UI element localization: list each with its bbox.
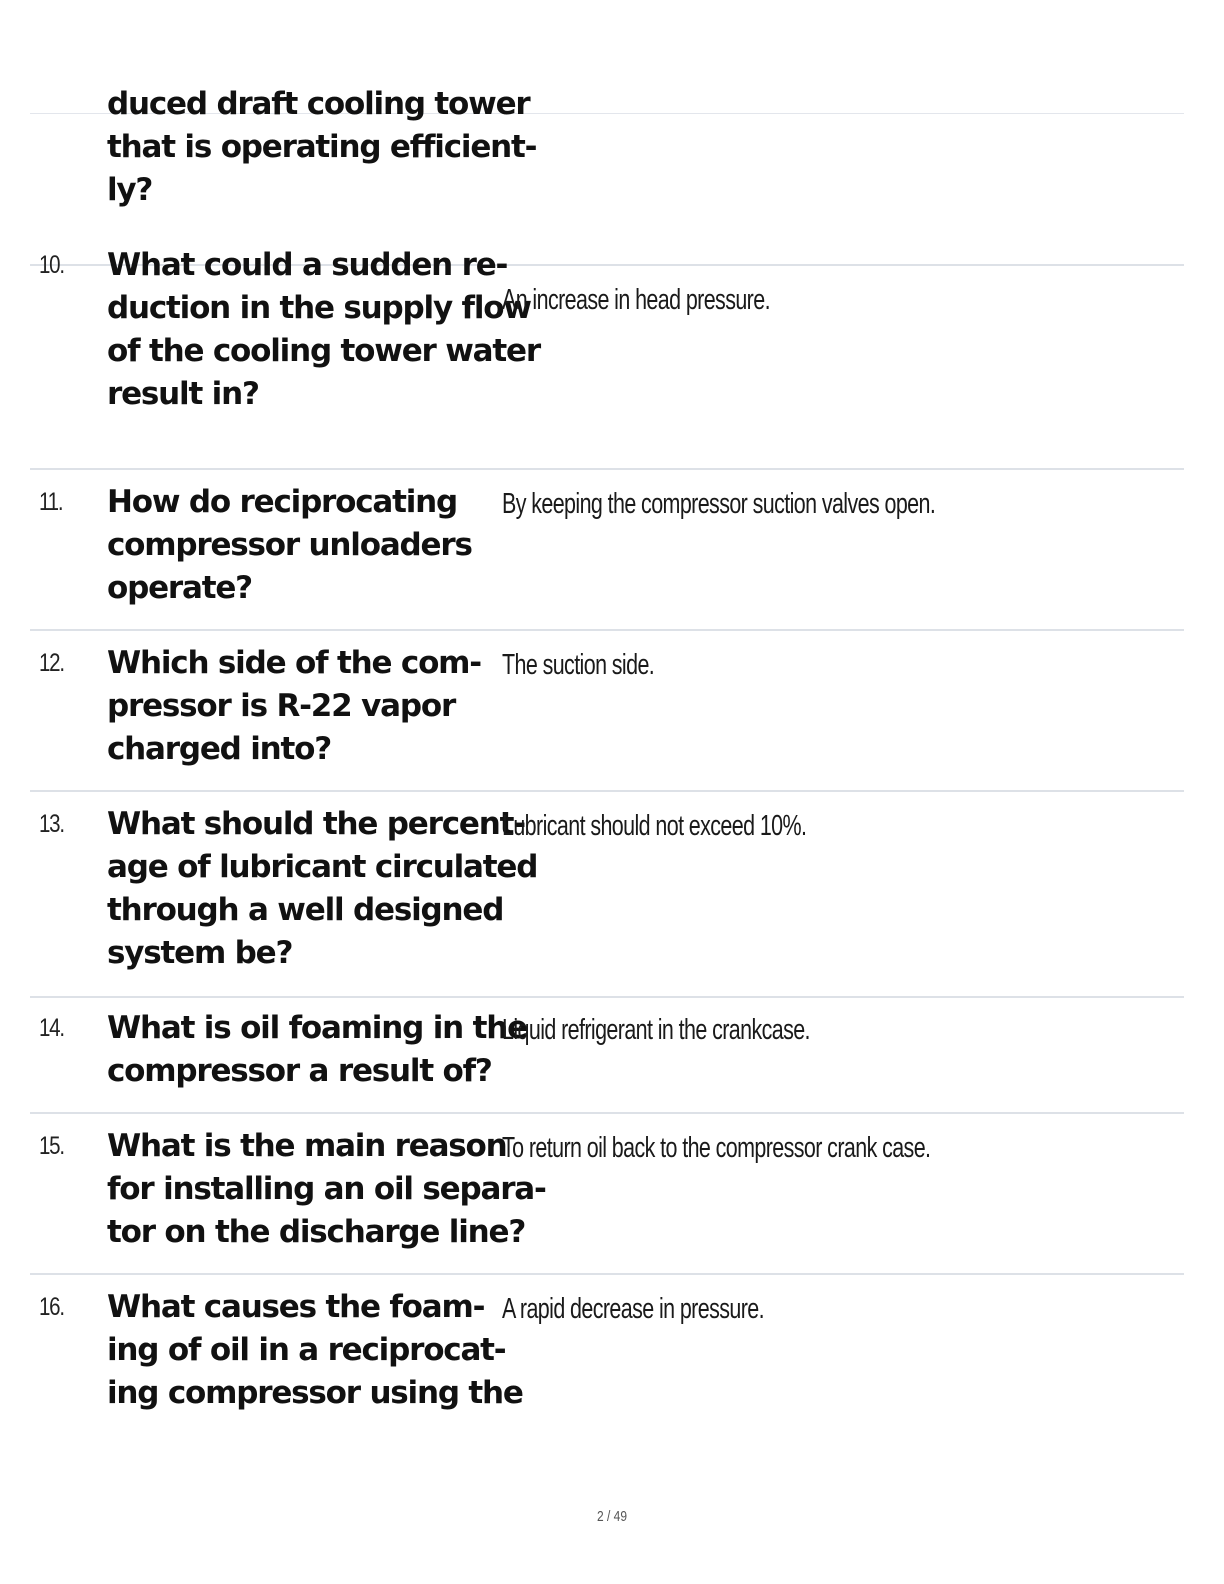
question-number: 16.	[39, 1293, 64, 1321]
question-text	[107, 1007, 527, 1093]
question-number: 15.	[39, 1132, 64, 1160]
question-number: 10.	[39, 251, 64, 279]
answer-text: By keeping the compressor suction valves open.	[502, 488, 936, 520]
question-line: of the cooling tower water	[107, 333, 540, 369]
row-divider	[30, 1273, 1184, 1275]
row-divider	[30, 790, 1184, 792]
answer-text: An increase in head pressure.	[502, 284, 770, 316]
answer-text: A rapid decrease in pressure.	[502, 1293, 764, 1325]
question-number: 11.	[39, 488, 63, 516]
question-line: result in?	[107, 376, 259, 412]
question-text	[107, 1125, 546, 1254]
question-line: ing compressor using the	[107, 1375, 523, 1411]
question-line: How do reciprocating	[107, 484, 458, 520]
question-line: charged into?	[107, 731, 332, 767]
question-line: Which side of the com-	[107, 645, 481, 681]
question-line: for installing an oil separa-	[107, 1171, 546, 1207]
question-line: duction in the supply flow	[107, 290, 531, 326]
question-text	[107, 481, 497, 610]
page-number: 2 / 49	[596, 1508, 628, 1525]
row-divider	[30, 629, 1184, 631]
question-line: age of lubricant circulated	[107, 849, 538, 885]
question-text	[107, 244, 540, 416]
answer-text: To return oil back to the compressor crank case.	[502, 1132, 931, 1164]
question-text	[107, 803, 538, 975]
question-line: duced draft cooling tower	[107, 86, 530, 122]
question-number: 12.	[39, 649, 64, 677]
question-line: ly?	[107, 172, 153, 208]
row-divider	[30, 996, 1184, 998]
answer-text: The suction side.	[502, 649, 655, 681]
question-text	[107, 642, 497, 771]
question-line: tor on the discharge line?	[107, 1214, 526, 1250]
question-line: compressor a result of?	[107, 1053, 492, 1089]
question-number: 13.	[39, 810, 64, 838]
row-divider	[30, 468, 1184, 470]
question-line: through a well designed	[107, 892, 504, 928]
question-line: What is oil foaming in the	[107, 1010, 527, 1046]
question-line: What is the main reason	[107, 1128, 507, 1164]
answer-text: Lubricant should not exceed 10%.	[502, 810, 807, 842]
question-line: What should the percent-	[107, 806, 525, 842]
question-line: operate?	[107, 570, 252, 606]
question-text	[107, 1286, 523, 1415]
question-line: that is operating efficient-	[107, 129, 537, 165]
answer-text: Liquid refrigerant in the crankcase.	[502, 1014, 810, 1046]
question-line: system be?	[107, 935, 293, 971]
question-line: pressor is R-22 vapor	[107, 688, 456, 724]
question-number: 14.	[39, 1014, 64, 1042]
question-text	[107, 83, 537, 212]
question-line: ing of oil in a reciprocat-	[107, 1332, 506, 1368]
row-divider	[30, 1112, 1184, 1114]
question-line: compressor unloaders	[107, 527, 472, 563]
question-line: What could a sudden re-	[107, 247, 508, 283]
question-line: What causes the foam-	[107, 1289, 485, 1325]
